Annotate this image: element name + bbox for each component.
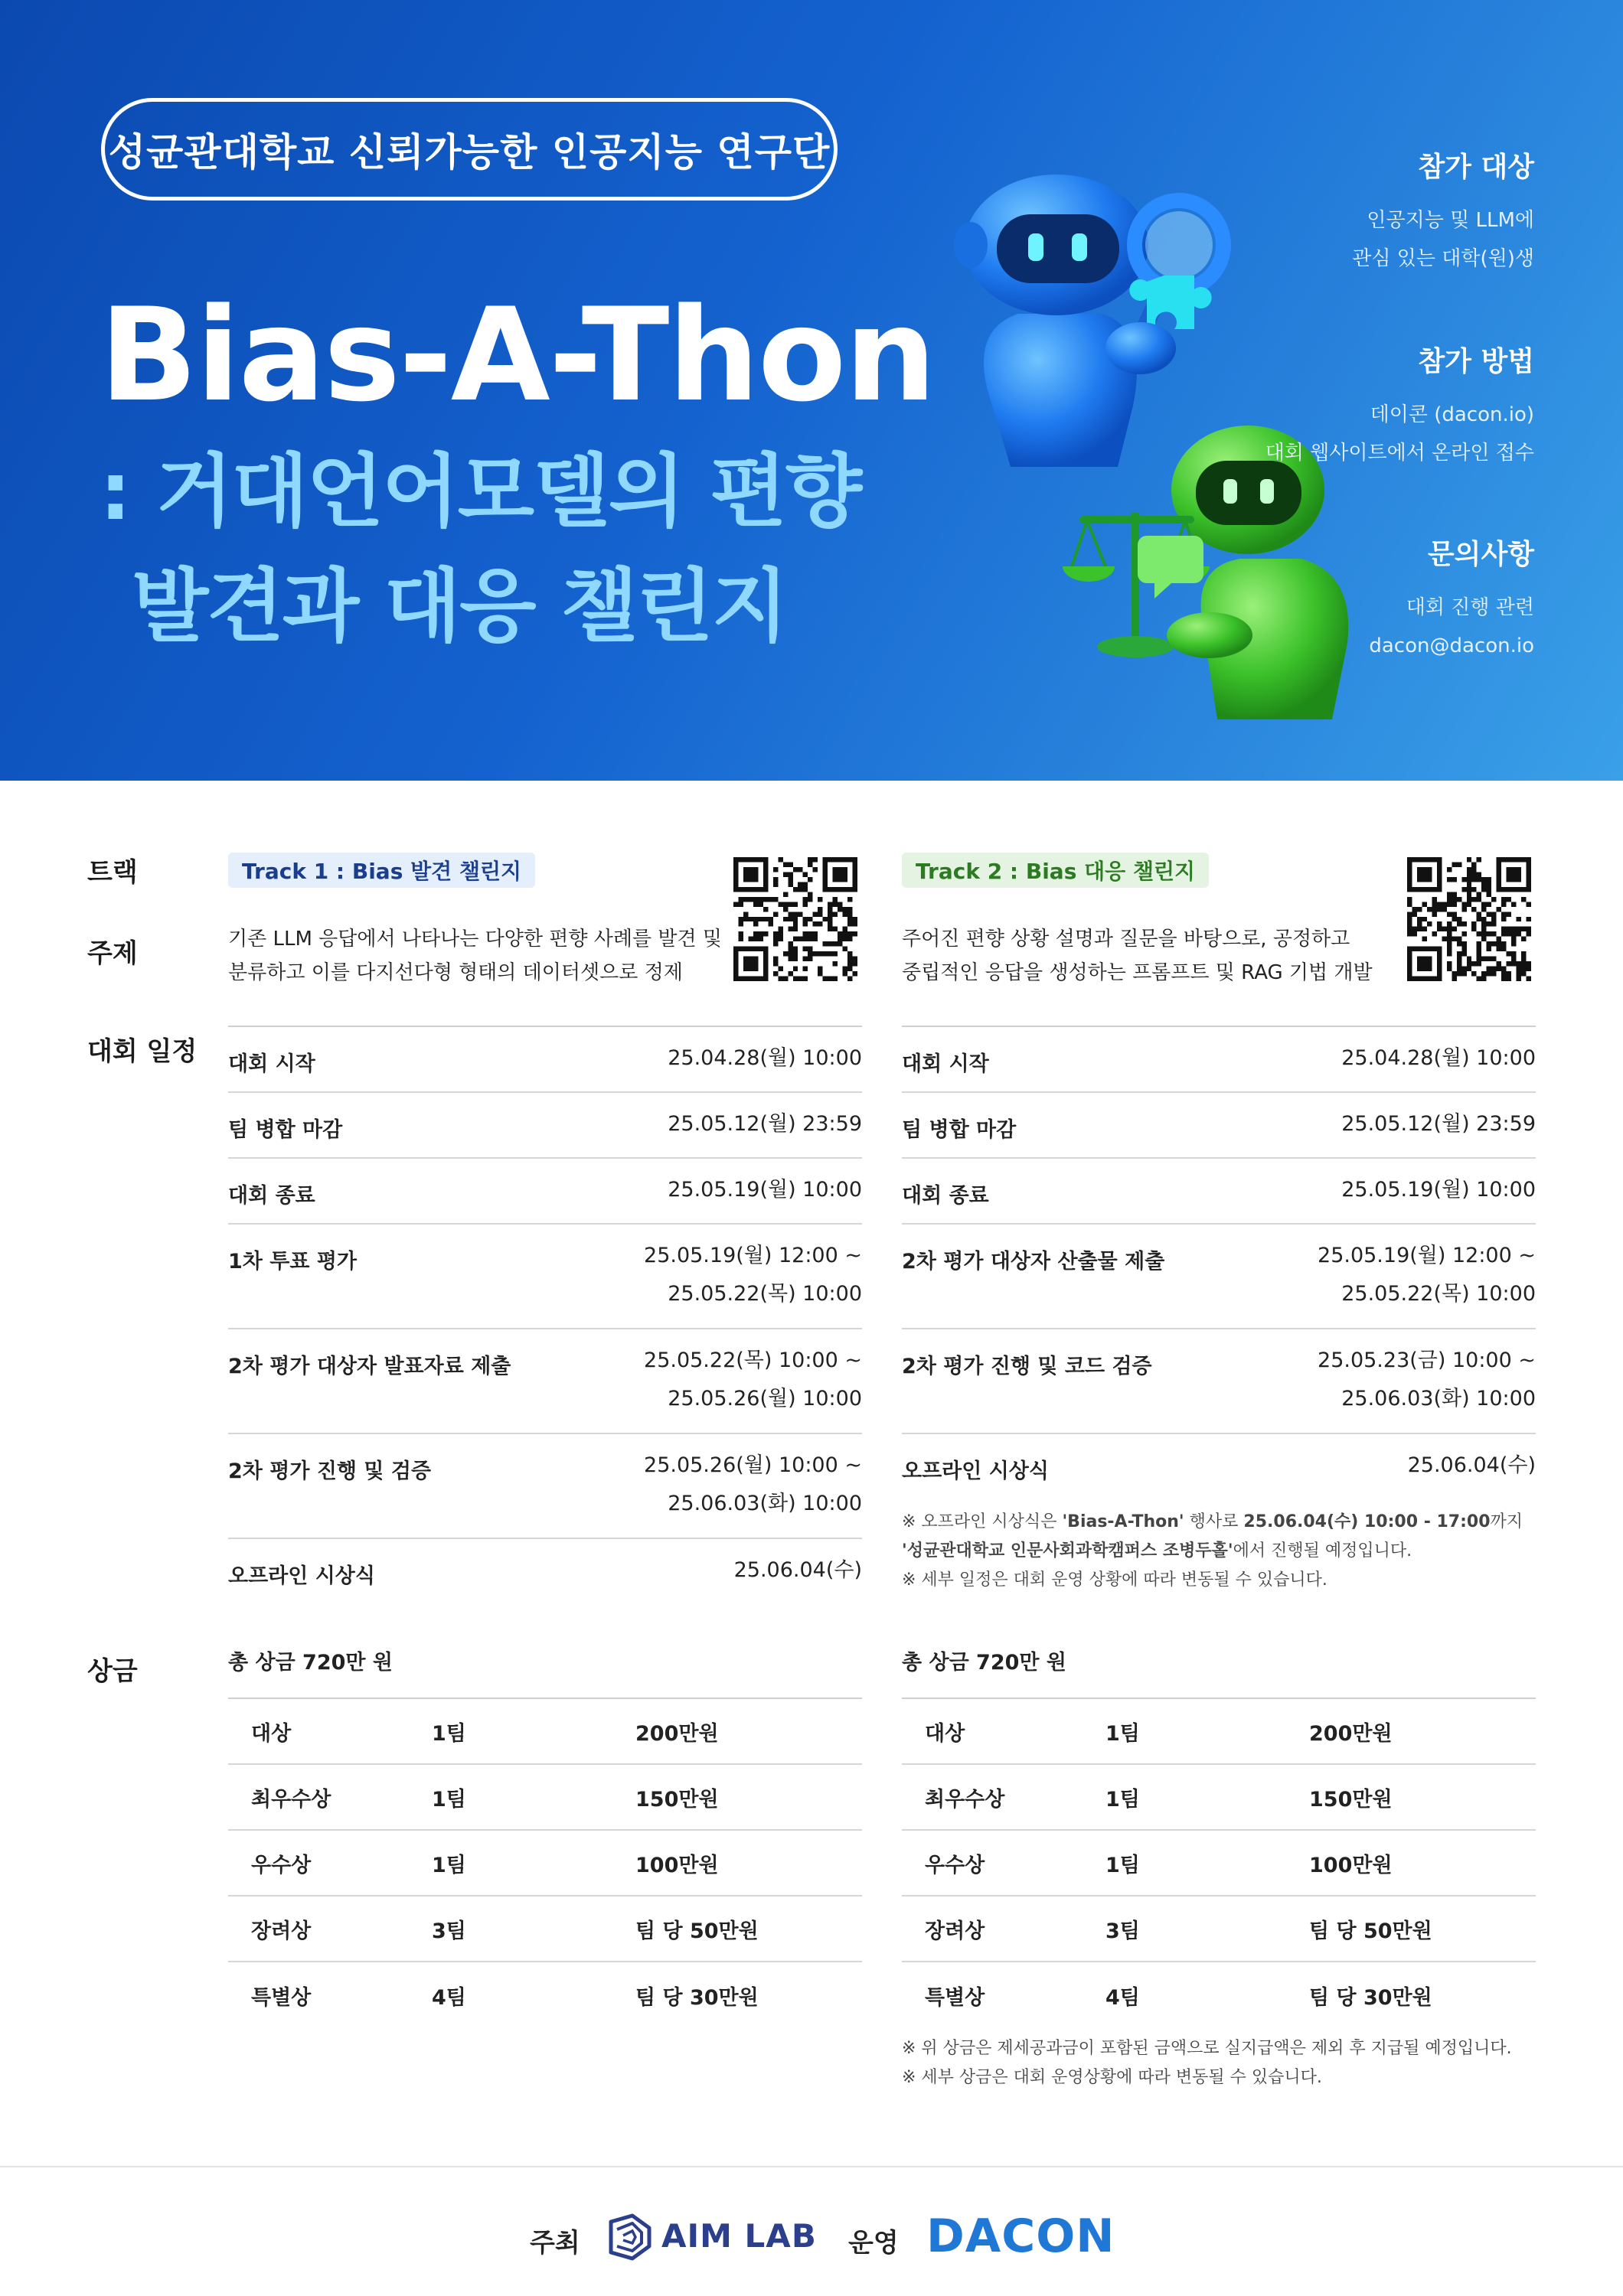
track2-badge: Track 2 : Bias 대응 챌린지 — [902, 853, 1209, 888]
label-schedule: 대회 일정 — [87, 1036, 198, 1067]
prize-note-line1: ※ 위 상금은 제세공과금이 포함된 금액으로 실지급액은 제외 후 지급될 예정입니다. — [902, 2039, 1512, 2058]
schedule-row — [902, 1093, 1536, 1159]
schedule-row — [228, 1539, 862, 1605]
operator-label: 운영 — [848, 2228, 899, 2258]
contact-line1: 대회 진행 관련 — [1406, 596, 1534, 619]
prize-row: 장려상 3팀 팀 당 50만원 — [902, 1896, 1536, 1962]
track2-topic-line2: 중립적인 응답을 생성하는 프롬프트 및 RAG 기법 개발 — [902, 961, 1373, 984]
ceremony-note — [902, 1508, 1523, 1595]
track2-qr-code[interactable] — [1407, 857, 1531, 981]
schedule-value: 25.05.26(월) 10:00 ~ 25.06.03(화) 10:00 — [644, 1453, 862, 1515]
schedule-label: 오프라인 시상식 — [228, 1564, 375, 1588]
ceremony-note-line2: '성균관대학교 인문사회과학캠퍼스 조병두홀'에서 진행될 예정입니다. — [902, 1541, 1412, 1561]
footer — [0, 2208, 1623, 2269]
method-line1: 데이콘 (dacon.io) — [1370, 403, 1534, 426]
schedule-label: 팀 병합 마감 — [228, 1118, 343, 1142]
track2-prize-table — [902, 1698, 1536, 2028]
prize-row: 특별상 4팀 팀 당 30만원 — [251, 1985, 759, 2010]
schedule-value: 25.04.28(월) 10:00 — [668, 1046, 862, 1070]
schedule-label: 대회 시작 — [902, 1052, 989, 1076]
method-info — [1265, 340, 1534, 472]
host-name: AIM LAB — [661, 2217, 817, 2255]
event-subtitle-line1: : 거대언어모델의 편향 — [100, 445, 861, 538]
prize-row: 우수상 1팀 100만원 — [902, 1831, 1536, 1896]
track1-topic-line2: 분류하고 이를 다지선다형 형태의 데이터셋으로 정제 — [228, 961, 683, 984]
method-title: 참가 방법 — [1418, 346, 1534, 377]
schedule-value: 25.05.19(월) 12:00 ~ 25.05.22(목) 10:00 — [644, 1244, 862, 1306]
track1-schedule — [228, 1026, 862, 1605]
target-line2: 관심 있는 대학(원)생 — [1352, 247, 1534, 270]
host-label: 주최 — [530, 2228, 580, 2258]
schedule-label: 2차 평가 진행 및 검증 — [228, 1459, 432, 1483]
schedule-label: 2차 평가 진행 및 코드 검증 — [902, 1355, 1152, 1378]
schedule-value: 25.05.12(월) 23:59 — [1341, 1112, 1536, 1136]
footer-divider — [0, 2166, 1623, 2167]
schedule-label: 대회 종료 — [902, 1184, 989, 1208]
track2-total-prize: 총 상금 720만 원 — [902, 1651, 1066, 1675]
method-line2: 대회 웹사이트에서 온라인 접수 — [1265, 442, 1534, 465]
contact-info — [1369, 533, 1534, 665]
schedule-row — [902, 1159, 1536, 1225]
schedule-row — [228, 1027, 862, 1093]
event-title: Bias-A-Thon — [100, 280, 935, 430]
event-subtitle-line2: 발견과 대응 챌린지 — [132, 559, 788, 653]
track1-badge: Track 1 : Bias 발견 챌린지 — [228, 853, 535, 888]
prize-row: 장려상 3팀 팀 당 50만원 — [228, 1896, 862, 1962]
schedule-value: 25.06.04(수) — [1407, 1453, 1536, 1477]
track2-topic-line1: 주어진 편향 상황 설명과 질문을 바탕으로, 공정하고 — [902, 928, 1350, 951]
schedule-label: 오프라인 시상식 — [902, 1459, 1049, 1483]
schedule-row — [228, 1434, 862, 1539]
schedule-value: 25.05.12(월) 23:59 — [668, 1112, 862, 1136]
schedule-value: 25.05.19(월) 10:00 — [668, 1178, 862, 1202]
schedule-value: 25.05.19(월) 12:00 ~ 25.05.22(목) 10:00 — [1318, 1244, 1536, 1306]
label-track: 트랙 — [87, 857, 138, 888]
schedule-row — [228, 1329, 862, 1434]
prize-row: 대상 1팀 200만원 — [902, 1699, 1536, 1765]
schedule-row — [228, 1225, 862, 1329]
prize-row: 특별상 4팀 팀 당 30만원 — [925, 1985, 1432, 2010]
schedule-label: 대회 시작 — [228, 1052, 315, 1076]
track1-topic — [228, 922, 722, 990]
track1-qr-code[interactable] — [733, 857, 857, 981]
track1-total-prize: 총 상금 720만 원 — [228, 1651, 393, 1675]
organizer-pill: 성균관대학교 신뢰가능한 인공지능 연구단 — [101, 98, 838, 201]
ceremony-note-line1: ※ 오프라인 시상식은 'Bias-A-Thon' 행사로 25.06.04(수) 10:00 - 17:00까지 — [902, 1512, 1523, 1531]
schedule-row — [902, 1329, 1536, 1434]
prize-row: 대상 1팀 200만원 — [228, 1699, 862, 1765]
hero-banner — [0, 0, 1623, 781]
prize-note-line2: ※ 세부 상금은 대회 운영상황에 따라 변동될 수 있습니다. — [902, 2068, 1322, 2087]
aim-lab-logo-icon — [606, 2213, 654, 2262]
prize-row: 우수상 1팀 100만원 — [228, 1831, 862, 1896]
ceremony-note-line3: ※ 세부 일정은 대회 운영 상황에 따라 변동될 수 있습니다. — [902, 1570, 1327, 1590]
operator-name: DACON — [926, 2210, 1115, 2263]
schedule-value: 25.05.22(목) 10:00 ~ 25.05.26(월) 10:00 — [644, 1349, 862, 1411]
schedule-value: 25.04.28(월) 10:00 — [1341, 1046, 1536, 1070]
track1-prize-table — [228, 1698, 862, 2028]
schedule-value: 25.06.04(수) — [733, 1558, 862, 1582]
schedule-row — [228, 1093, 862, 1159]
schedule-row — [902, 1225, 1536, 1329]
schedule-label: 2차 평가 대상자 산출물 제출 — [902, 1250, 1165, 1274]
prize-row: 최우수상 1팀 150만원 — [902, 1765, 1536, 1831]
target-line1: 인공지능 및 LLM에 — [1367, 209, 1534, 232]
label-prize: 상금 — [87, 1656, 138, 1687]
schedule-label: 2차 평가 대상자 발표자료 제출 — [228, 1355, 511, 1378]
schedule-value: 25.05.19(월) 10:00 — [1341, 1178, 1536, 1202]
schedule-label: 1차 투표 평가 — [228, 1250, 357, 1274]
track2-topic — [902, 922, 1373, 990]
schedule-row — [902, 1434, 1536, 1500]
target-title: 참가 대상 — [1418, 152, 1534, 183]
prize-note — [902, 2034, 1512, 2092]
schedule-label: 팀 병합 마감 — [902, 1118, 1017, 1142]
track2-schedule — [902, 1026, 1536, 1500]
contact-email[interactable]: dacon@dacon.io — [1369, 634, 1534, 657]
prize-row: 최우수상 1팀 150만원 — [228, 1765, 862, 1831]
schedule-row — [228, 1159, 862, 1225]
schedule-label: 대회 종료 — [228, 1184, 315, 1208]
schedule-row — [902, 1027, 1536, 1093]
track1-topic-line1: 기존 LLM 응답에서 나타나는 다양한 편향 사례를 발견 및 — [228, 928, 722, 951]
target-info — [1352, 145, 1534, 278]
label-topic: 주제 — [87, 938, 138, 969]
contact-title: 문의사항 — [1427, 539, 1534, 570]
schedule-value: 25.05.23(금) 10:00 ~ 25.06.03(화) 10:00 — [1318, 1349, 1536, 1411]
